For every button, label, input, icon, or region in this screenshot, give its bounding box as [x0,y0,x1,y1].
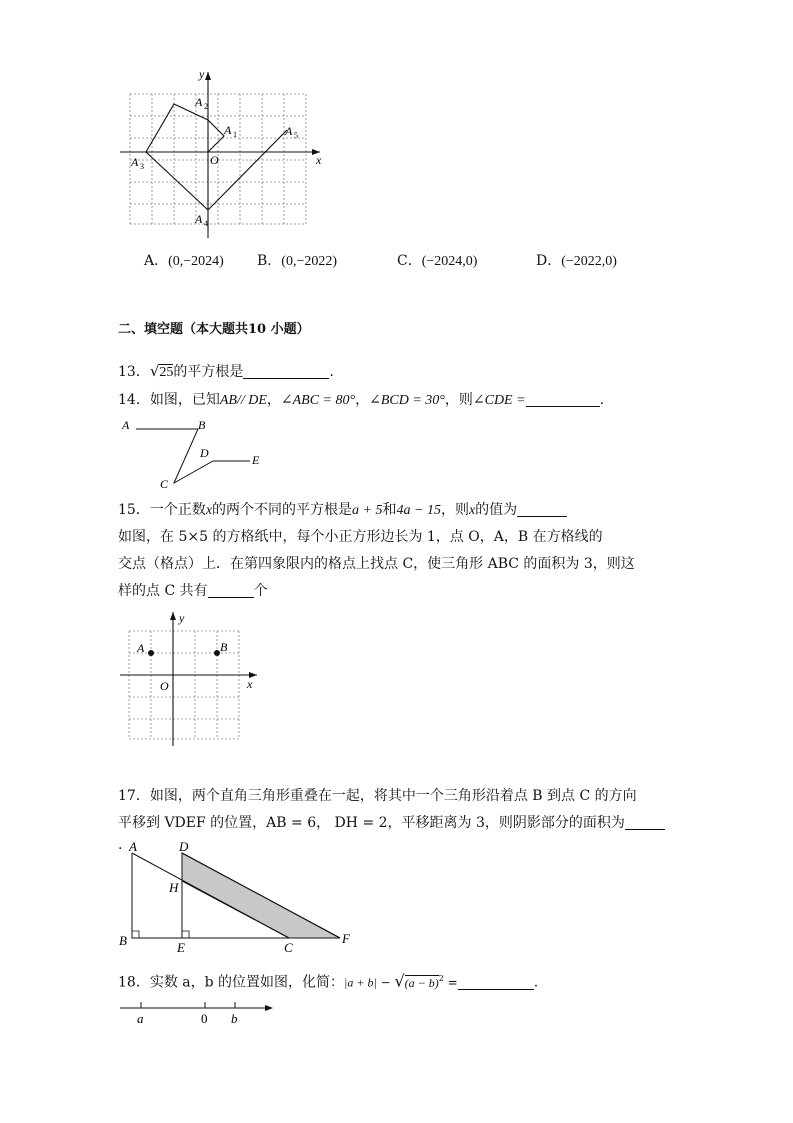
q12-label-o: O [210,153,219,167]
q14-figure [118,415,278,495]
q16-point-a [148,650,154,656]
q17-triangle-def [182,853,340,938]
question-13: 13．√25的平方根是 . [118,362,334,380]
question-17-line-1: 17．如图，两个直角三角形重叠在一起，将其中一个三角形沿着点 B 到点 C 的方向 [118,788,637,804]
q16-label-o: O [160,679,169,693]
q17-label-d: D [179,839,189,854]
q12-label-a1-sub: 1 [233,130,237,139]
q17-label-h: H [169,880,179,895]
q12-label-a2-sub: 2 [204,102,208,111]
q12-label-x: x [316,153,322,167]
q18-label-b: b [231,1011,238,1026]
q14-path [136,429,250,483]
q14-label-e: E [252,453,260,467]
q16-grid-figure [115,606,265,751]
q12-label-a5-sub: 5 [294,131,298,140]
section-title: 二、填空题（本大题共10 小题） [118,322,310,337]
q17-label-b: B [119,933,127,948]
q12-label-a2: A [195,95,203,109]
q17-answer-blank[interactable] [625,815,665,830]
q12-label-a4-sub: 4 [204,219,208,228]
q18-label-a: a [137,1011,144,1026]
q18-number-line [115,998,285,1028]
q16-label-b: B [220,640,228,654]
q12-label-a5: A [285,124,293,138]
q15-answer-blank[interactable] [517,502,567,517]
q16-label-x: x [247,677,253,691]
q12-option-a[interactable]: A．(0,−2024) [144,253,224,269]
q17-right-angle-b [132,931,139,938]
q18-label-zero: 0 [201,1011,208,1026]
question-16-line-1: 如图，在 5×5 的方格纸中，每个小正方形边长为 1，点 O，A，B 在方格线的 [118,529,603,545]
q12-label-a4: A [195,212,203,226]
sqrt-symbol: √ [149,362,160,380]
q17-label-f: F [342,931,350,946]
q17-triangles-figure [115,835,365,955]
q13-answer-blank[interactable] [243,364,329,379]
q12-option-b[interactable]: B．(0,−2022) [257,253,338,269]
question-17-line-2: 平移到 VDEF 的位置，AB = 6， DH = 2，平移距离为 3，则阴影部分的面积为 [118,814,665,832]
q14-label-c: C [160,477,169,491]
question-15: 15．一个正数x的两个不同的平方根是a + 5和4a − 15，则x的值为 [118,501,567,520]
q12-label-y: y [199,67,205,81]
q14-label-d: D [200,446,209,460]
q17-label-a: A [129,839,137,854]
q12-option-c[interactable]: C．(−2024,0) [397,253,478,269]
q17-label-c: C [284,940,293,955]
question-14: 14．如图，已知AB// DE，∠ABC = 80°，∠BCD = 30°，则∠CDE = . [118,392,605,408]
q14-answer-blank[interactable] [526,392,600,407]
q13-radicand: 25 [159,365,174,380]
question-17-line-3: . [118,837,123,853]
q12-coordinate-graph [115,60,345,245]
q12-label-a3-sub: 3 [140,162,144,171]
question-18: 18．实数 a，b 的位置如图，化简：$|a + b| - √(a - b)^2$ = . [118,971,539,991]
q17-right-angle-e [182,931,189,938]
q17-triangle-abc [132,853,289,938]
q14-label-a: A [122,418,130,432]
q16-label-a: A [137,641,145,655]
question-16-line-2: 交点（格点）上．在第四象限内的格点上找点 C，使三角形 ABC 的面积为 3，则这 [118,556,635,572]
q16-label-y: y [179,611,185,625]
q12-label-a3: A [131,155,139,169]
question-16-line-3: 样的点 C 共有 个 [118,583,268,599]
q12-label-a1: A [224,123,232,137]
q17-label-e: E [177,940,185,955]
q14-label-b: B [198,418,206,432]
q16-answer-blank[interactable] [208,583,254,598]
q18-answer-blank[interactable] [458,975,534,990]
q12-option-d[interactable]: D．(−2022,0) [536,253,617,269]
